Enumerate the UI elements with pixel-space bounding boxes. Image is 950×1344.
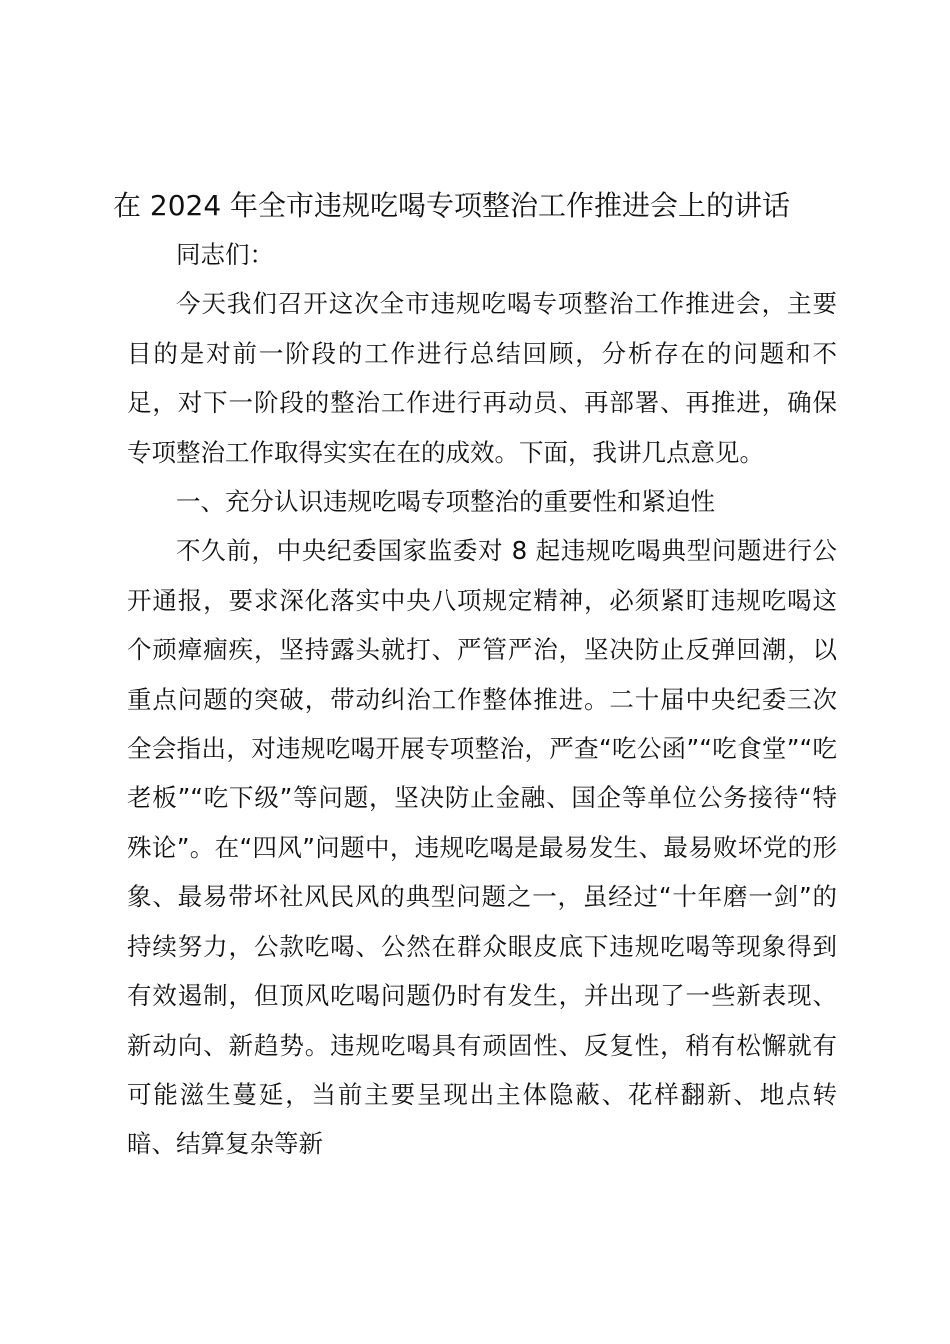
section-paragraph: 不久前，中央纪委国家监委对 8 起违规吃喝典型问题进行公开通报，要求深化落实中央八项规定精神，必须紧盯违规吃喝这个顽瘴痼疾，坚持露头就打、严管严治，坚决防止反弹回潮，以重点问题的突破，带动纠治工作整体推进。二十届中央纪委三次全会指出，对违规吃喝开展专项整治，严查“吃公函”“吃食堂”“吃老板”“吃下级”等问题，坚决防止金融、国企等单位公务接待“特殊论”。在“四风”问题中，违规吃喝是最易发生、最易败坏党的形象、最易带坏社风民风的典型问题之一，虽经过“十年磨一剑”的持续努力，公款吃喝、公然在群众眼皮底下违规吃喝等现象得到有效遏制，但顶风吃喝问题仍时有发生，并出现了一些新表现、新动向、新趋势。违规吃喝具有顽固性、反复性，稍有松懈就有可能滋生蔓延，当前主要呈现出主体隐蔽、花样翻新、地点转暗、结算复杂等新 (127, 536, 837, 1159)
document-title: 在 2024 年全市违规吃喝专项整治工作推进会上的讲话 (113, 189, 791, 222)
document-body (113, 182, 837, 1169)
salutation: 同志们： (176, 240, 274, 269)
section-heading: 一、充分认识违规吃喝专项整治的重要性和紧迫性 (176, 487, 715, 517)
intro-paragraph: 今天我们召开这次全市违规吃喝专项整治工作推进会，主要目的是对前一阶段的工作进行总结回顾，分析存在的问题和不足，对下一阶段的整治工作进行再动员、再部署、再推进，确保专项整治工作取得实实在在的成效。下面，我讲几点意见。 (127, 289, 837, 467)
